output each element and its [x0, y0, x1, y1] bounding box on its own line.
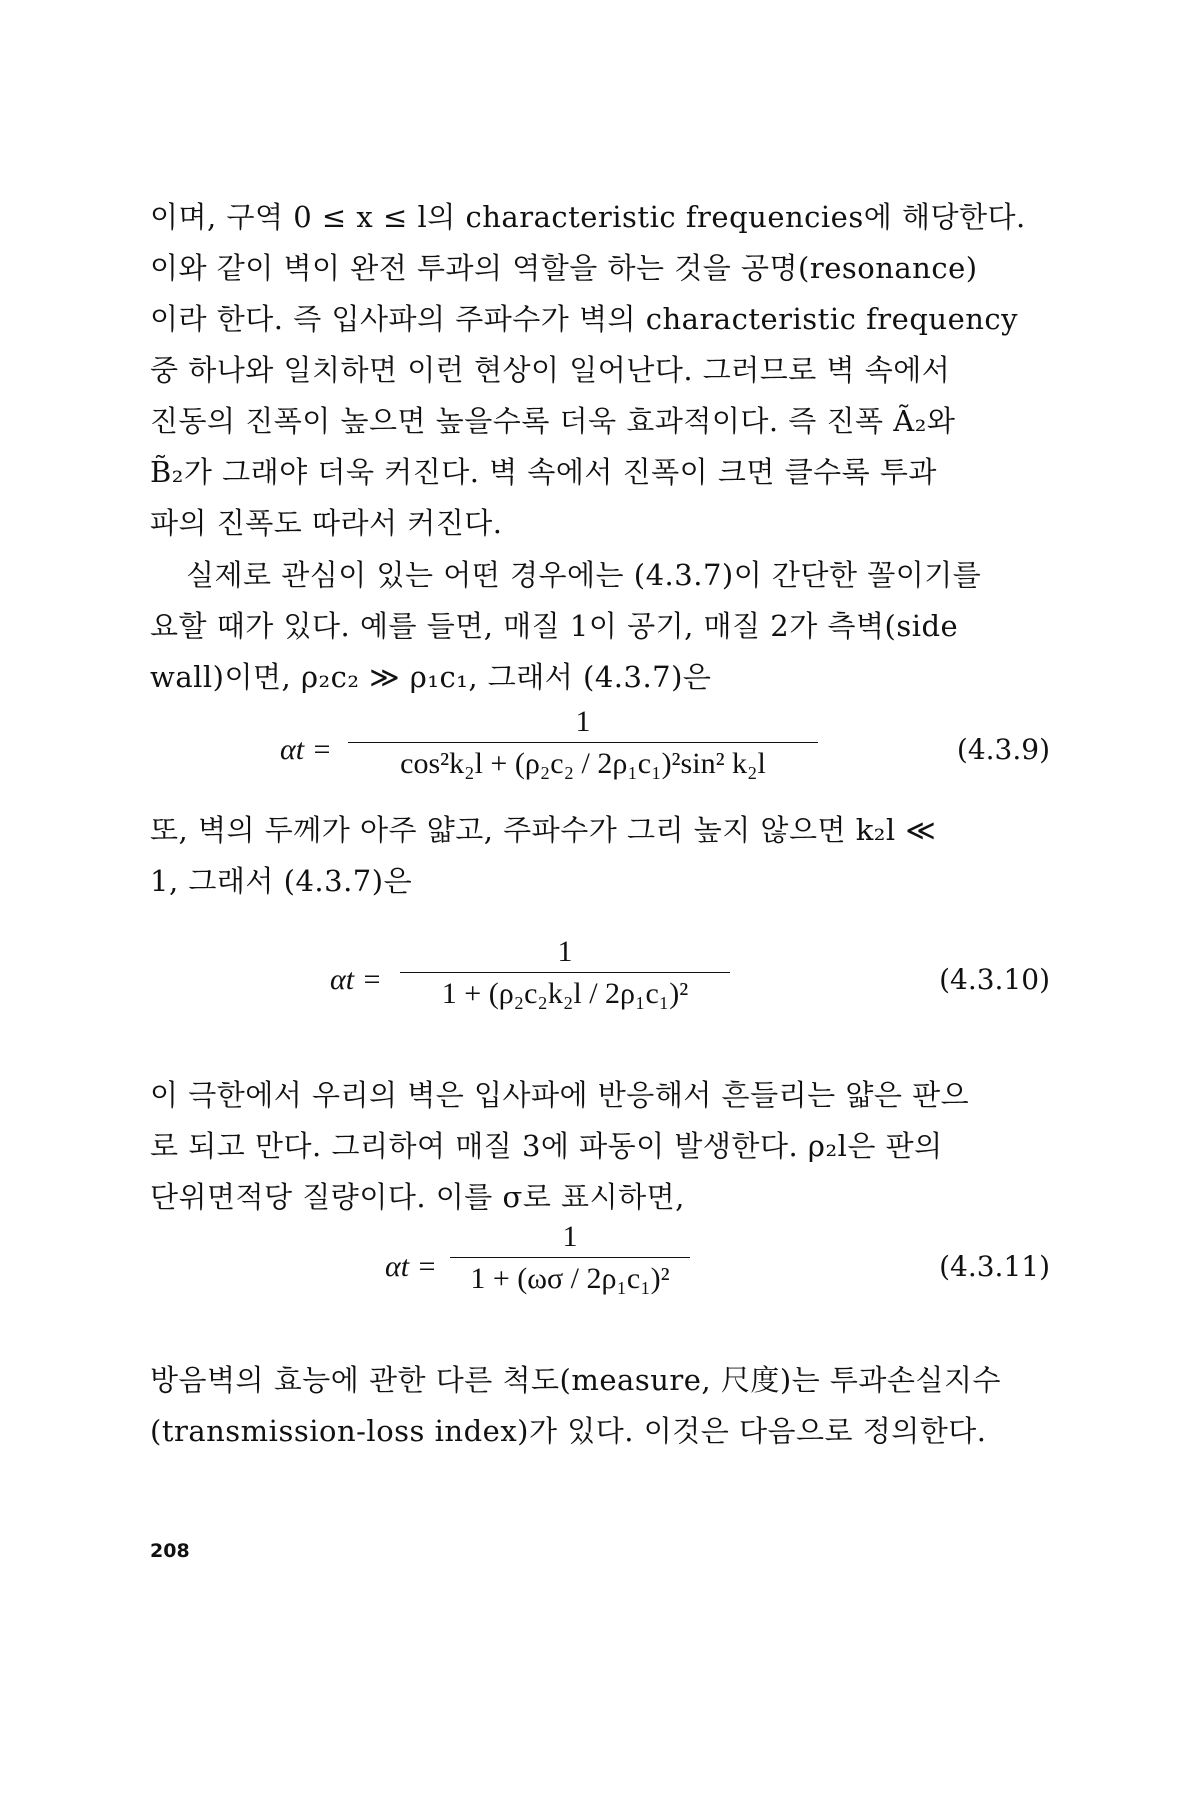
paragraph-1	[150, 192, 1050, 549]
paragraph-4	[150, 1070, 1050, 1223]
fraction	[348, 705, 818, 781]
equation-number: (4.3.10)	[939, 963, 1050, 996]
denominator: 1 + (ρ₂c₂k₂l / 2ρ₁c₁)²	[441, 977, 689, 1010]
equation-4-3-10	[150, 935, 1050, 1045]
text-line: 방음벽의 효능에 관한 다른 척도(measure, 尺度)는 투과손실지수	[150, 1363, 1001, 1397]
equation-number: (4.3.11)	[939, 1250, 1050, 1283]
denominator: cos²k₂l + (ρ₂c₂ / 2ρ₁c₁)²sin² k₂l	[400, 747, 766, 780]
text-line: 단위면적당 질량이다. 이를 σ로 표시하면,	[150, 1180, 685, 1214]
equation-4-3-9	[150, 705, 1050, 815]
equation-lhs: αt =	[385, 1250, 437, 1283]
text-line: 파의 진폭도 따라서 커진다.	[150, 506, 503, 540]
equation-number: (4.3.9)	[956, 733, 1050, 766]
denominator: 1 + (ωσ / 2ρ₁c₁)²	[470, 1262, 670, 1295]
text-line: B̃₂가 그래야 더욱 커진다. 벽 속에서 진폭이 크면 클수록 투과	[150, 455, 937, 489]
text-line: 또, 벽의 두께가 아주 얇고, 주파수가 그리 높지 않으면 k₂l ≪	[150, 813, 937, 847]
fraction-bar	[450, 1257, 690, 1258]
text-line: 이 극한에서 우리의 벽은 입사파에 반응해서 흔들리는 얇은 판으	[150, 1078, 970, 1112]
fraction-bar	[400, 972, 730, 973]
equation-4-3-11	[150, 1220, 1050, 1330]
text-line: 실제로 관심이 있는 어떤 경우에는 (4.3.7)이 간단한 꼴이기를	[186, 558, 982, 592]
paragraph-3	[150, 805, 1050, 907]
fraction	[400, 935, 730, 1011]
numerator: 1	[575, 705, 591, 738]
text-line: 로 되고 만다. 그리하여 매질 3에 파동이 발생한다. ρ₂l은 판의	[150, 1129, 943, 1163]
text-line: 중 하나와 일치하면 이런 현상이 일어난다. 그러므로 벽 속에서	[150, 353, 951, 387]
fraction	[450, 1220, 690, 1296]
text-line: 이와 같이 벽이 완전 투과의 역할을 하는 것을 공명(resonance)	[150, 251, 978, 285]
text-line: 진동의 진폭이 높으면 높을수록 더욱 효과적이다. 즉 진폭 Ã₂와	[150, 404, 956, 438]
text-line: 1, 그래서 (4.3.7)은	[150, 864, 413, 898]
text-line: (transmission-loss index)가 있다. 이것은 다음으로 정의한다.	[150, 1414, 987, 1448]
fraction-bar	[348, 742, 818, 743]
text-line: 이며, 구역 0 ≤ x ≤ l의 characteristic frequencies에 해당한다.	[150, 200, 1026, 234]
equation-lhs: αt =	[330, 963, 382, 996]
paragraph-2	[150, 550, 1050, 703]
paragraph-5	[150, 1355, 1050, 1457]
equation-lhs: αt =	[280, 733, 332, 766]
numerator: 1	[562, 1220, 578, 1253]
text-line: 요할 때가 있다. 예를 들면, 매질 1이 공기, 매질 2가 측벽(side	[150, 609, 959, 643]
page-number: 208	[150, 1540, 190, 1562]
text-line: wall)이면, ρ₂c₂ ≫ ρ₁c₁, 그래서 (4.3.7)은	[150, 660, 712, 694]
numerator: 1	[557, 935, 573, 968]
text-line: 이라 한다. 즉 입사파의 주파수가 벽의 characteristic frequency	[150, 302, 1019, 336]
